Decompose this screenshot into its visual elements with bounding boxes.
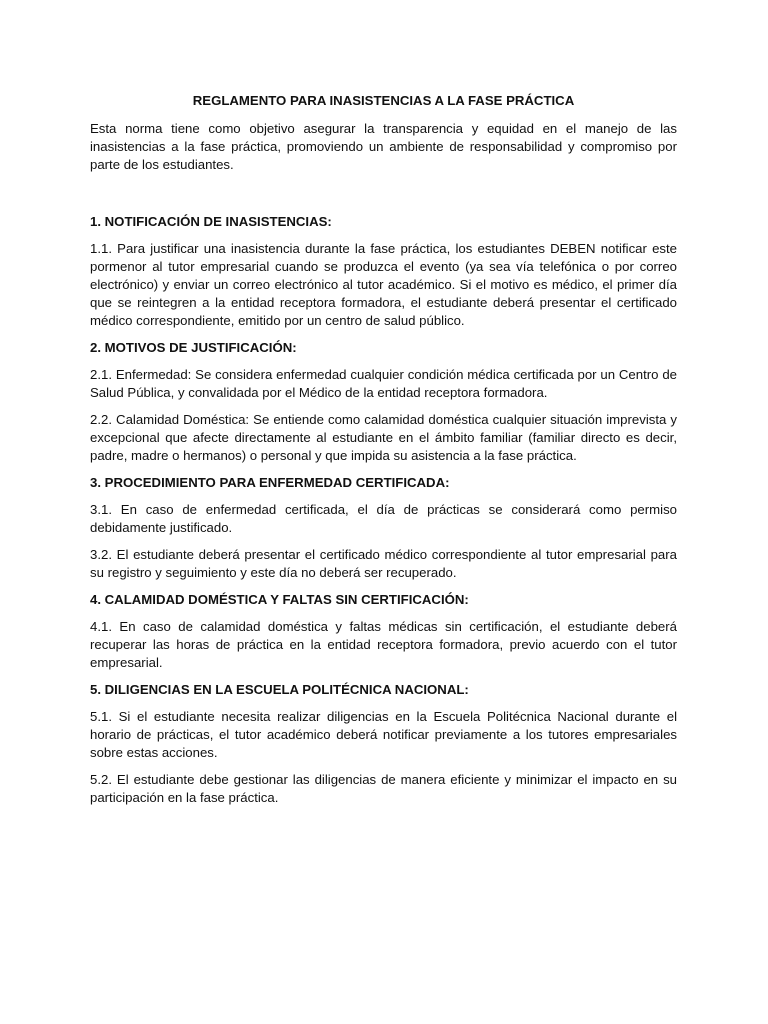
section-notification (90, 213, 677, 330)
document-page (90, 92, 677, 816)
section-heading: 3. PROCEDIMIENTO PARA ENFERMEDAD CERTIFICADA: (90, 475, 450, 490)
section-epn-errands (90, 681, 677, 807)
intro-paragraph: Esta norma tiene como objetivo asegurar la transparencia y equidad en el manejo de las inasistencias a la fase práctica, promoviendo un ambiente de responsabilidad y compromiso por parte de los estudiantes. (90, 121, 677, 172)
document-title: REGLAMENTO PARA INASISTENCIAS A LA FASE PRÁCTICA (192, 93, 575, 108)
section-justification (90, 339, 677, 465)
section-paragraph: 5.2. El estudiante debe gestionar las diligencias de manera eficiente y minimizar el impacto en su participación en la fase práctica. (90, 772, 677, 805)
section-heading: 1. NOTIFICACIÓN DE INASISTENCIAS: (90, 214, 332, 229)
section-heading: 2. MOTIVOS DE JUSTIFICACIÓN: (90, 340, 297, 355)
section-certified-illness (90, 474, 677, 582)
section-domestic-calamity (90, 591, 677, 672)
section-paragraph: 2.2. Calamidad Doméstica: Se entiende como calamidad doméstica cualquier situación imprevista y excepcional que afecte directamente al estudiante en el ámbito familiar (familiar directo es decir, padre, madre o hermanos) o personal y que impida su asistencia a la fase práctica. (90, 412, 677, 463)
section-heading: 5. DILIGENCIAS EN LA ESCUELA POLITÉCNICA NACIONAL: (90, 682, 469, 697)
section-paragraph: 4.1. En caso de calamidad doméstica y faltas médicas sin certificación, el estudiante deberá recuperar las horas de práctica en la entidad receptora formadora, previo acuerdo con el tutor empresarial. (90, 619, 677, 670)
section-paragraph: 3.1. En caso de enfermedad certificada, el día de prácticas se considerará como permiso debidamente justificado. (90, 502, 677, 535)
section-heading: 4. CALAMIDAD DOMÉSTICA Y FALTAS SIN CERTIFICACIÓN: (90, 592, 469, 607)
section-paragraph: 5.1. Si el estudiante necesita realizar diligencias en la Escuela Politécnica Nacional durante el horario de prácticas, el tutor académico deberá notificar previamente a los tutores empresariales sobre estas acciones. (90, 709, 677, 760)
section-paragraph: 3.2. El estudiante deberá presentar el certificado médico correspondiente al tutor empresarial para su registro y seguimiento y este día no deberá ser recuperado. (90, 547, 677, 580)
section-paragraph: 1.1. Para justificar una inasistencia durante la fase práctica, los estudiantes DEBEN notificar este pormenor al tutor empresarial cuando se produzca el evento (ya sea vía telefónica o por correo electrónico) y enviar un correo electrónico al tutor académico. Si el motivo es médico, el primer día que se reintegren a la entidad receptora formadora, el estudiante deberá presentar el certificado médico correspondiente, emitido por un centro de salud público. (90, 241, 677, 328)
section-paragraph: 2.1. Enfermedad: Se considera enfermedad cualquier condición médica certificada por un Centro de Salud Pública, y convalidada por el Médico de la entidad receptora formadora. (90, 367, 677, 400)
